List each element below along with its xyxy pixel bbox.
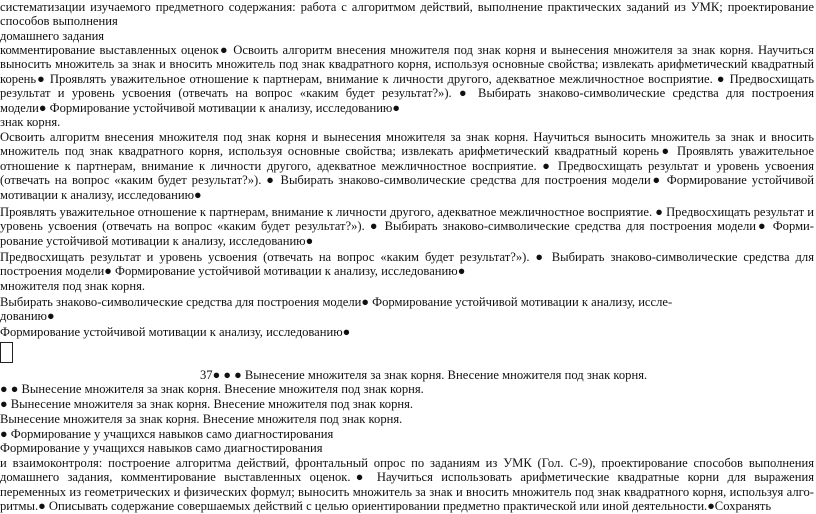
text-line: результат и уровень усвоения (отвечать на вопрос «каким будет результат?»). ● Выбирать знаково-символические средства для построения bbox=[0, 86, 814, 100]
text-line: Освоить алгоритм внесения множителя под знак корня и вынесения множителя за знак корня. Научиться выносить множитель за знак и вносить bbox=[0, 130, 814, 144]
text-line: ● Вынесение множителя за знак корня. Внесение множителя под знак корня. bbox=[0, 397, 414, 411]
text-line: ритмы.● Описывать содержание совершаемых действий с целью ориентировании предметно практической или иной деятельности.●Сохранять bbox=[0, 499, 772, 513]
text-line: 37● ● ● Вынесение множителя за знак корня. Внесение множителя под знак корня. bbox=[200, 368, 648, 382]
text-line: Выбирать знаково-символические средства для построения модели● Формирование устойчивой мотивации к анализу, иссле- bbox=[0, 295, 673, 309]
text-line: (отвечать на вопрос «каким будет результат?»). ● Выбирать знаково-символические средства для построения модели● Формирование устойчивой bbox=[0, 173, 814, 187]
empty-table-cell bbox=[0, 342, 13, 363]
text-line: ● ● Вынесение множителя за знак корня. Внесение множителя под знак корня. bbox=[0, 382, 424, 396]
text-line: Формирование устойчивой мотивации к анализу, исследованию● bbox=[0, 325, 351, 339]
text-line: знак корня. bbox=[0, 115, 61, 129]
text-line: уровень усвоения (отвечать на вопрос «каким будет результат?»). ● Выбирать знаково-символические средства для построения модели● Форми- bbox=[0, 219, 814, 233]
text-line: Проявлять уважительное отношение к партнерам, внимание к личности другого, адекватное межличностное восприятие. ● Предвосхищать результат и bbox=[0, 205, 814, 219]
text-line: множитель под знак квадратного корня, используя основные свойства; извлекать арифметический квадратный корень● Проявлять уважительное bbox=[0, 144, 814, 158]
text-line: способов выполнения bbox=[0, 14, 118, 28]
text-line: переменных из геометрических и физических формул; выносить множитель за знак и вносить множитель под знак квадратного корня, используя алго- bbox=[0, 485, 814, 499]
text-line: дованию● bbox=[0, 309, 55, 323]
text-line: Предвосхищать результат и уровень усвоения (отвечать на вопрос «каким будет результат?»). ● Выбирать знаково-символические средства для bbox=[0, 250, 814, 264]
text-line: построения модели● Формирование устойчивой мотивации к анализу, исследованию● bbox=[0, 264, 466, 278]
text-line: Вынесение множителя за знак корня. Внесение множителя под знак корня. bbox=[0, 412, 403, 426]
text-line: мотивации к анализу, исследованию● bbox=[0, 188, 202, 202]
text-line: корень● Проявлять уважительное отношение к партнерам, внимание к личности другого, адекватное межличностное восприятие. ● Предвосхищать bbox=[0, 72, 814, 86]
text-line: отношение к партнерам, внимание к личности другого, адекватное межличностное восприятие. ● Предвосхищать результат и уровень усвоения bbox=[0, 159, 814, 173]
text-line: рование устойчивой мотивации к анализу, исследованию● bbox=[0, 234, 314, 248]
text-line: Формирование у учащихся навыков само диагностирования bbox=[0, 441, 323, 455]
text-line: домашнего задания bbox=[0, 29, 105, 43]
text-line: домашнего задания, комментирование выставленных оценок.● Научиться использовать арифметические квадратные корни для выражения bbox=[0, 470, 814, 484]
text-line: и взаимоконтроля: построение алгоритма действий, фронтальный опрос по заданиям из УМК (Гол. С-9), проектирование способов выполнения bbox=[0, 456, 814, 470]
text-line: систематизации изучаемого предметного содержания: работа с алгоритмом действий, выполнение практических заданий из УМК; проектирование bbox=[0, 0, 814, 14]
text-line: множителя под знак корня. bbox=[0, 279, 146, 293]
text-line: модели● Формирование устойчивой мотивации к анализу, исследованию● bbox=[0, 101, 400, 115]
text-line: выносить множитель за знак и вносить множитель под знак квадратного корня, используя основные свойства; извлекать арифметический квадратный bbox=[0, 57, 814, 71]
text-line: комментирование выставленных оценок● Освоить алгоритм внесения множителя под знак корня и вынесения множителя за знак корня. Научиться bbox=[0, 43, 814, 57]
text-line: ● Формирование у учащихся навыков само диагностирования bbox=[0, 427, 334, 441]
